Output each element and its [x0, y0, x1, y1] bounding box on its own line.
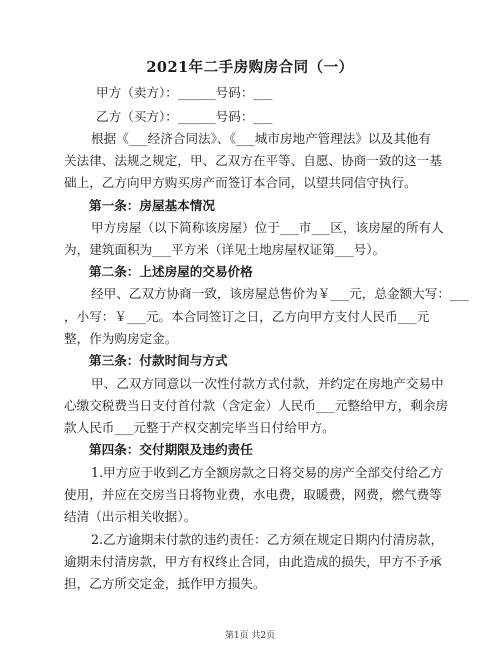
article-1-line-2: 为，建筑面积为___平方米（详见土地房屋权证第___号）。: [64, 242, 386, 257]
document-title: 2021年二手房购房合同（一）: [146, 59, 354, 76]
page-footer: 第1页 共2页: [224, 631, 276, 641]
article-2-line-1: 经甲、乙双方协商一致，该房屋总售价为￥___元，总金额大写：___: [91, 286, 469, 301]
article-1-heading: 第一条：房屋基本情况: [89, 198, 215, 213]
article-4-line-4: 2.乙方逾期未付款的违约责任：乙方须在规定日期内付清房款，: [91, 532, 444, 547]
article-4-line-3: 结清（出示相关收据）。: [64, 509, 197, 524]
article-3-line-3: 款人民币___元整于产权交割完毕当日付给甲方。: [64, 420, 335, 435]
party-a-line: 甲方（卖方）：______号码：___: [96, 85, 273, 100]
preamble-line-2: 关法律、法规之规定，甲、乙双方在平等、自愿、协商一致的这一基: [64, 153, 442, 168]
article-1-line-1: 甲方房屋（以下简称该房屋）位于___市___区，该房屋的所有人: [91, 220, 444, 235]
article-4-heading: 第四条：交付期限及违约责任: [89, 442, 253, 457]
party-b-line: 乙方（买方）：______号码：___: [96, 109, 273, 124]
article-2-line-2: ，小写：￥___元。本合同签订之日，乙方向甲方支付人民币___元: [64, 309, 430, 324]
article-4-line-6: 担，乙方所交定金，抵作甲方损失。: [64, 576, 266, 591]
article-4-line-5: 逾期未付清房款，甲方有权终止合同，由此造成的损失，甲方不予承: [64, 554, 442, 569]
article-3-heading: 第三条：付款时间与方式: [89, 353, 228, 368]
article-3-line-2: 心缴交税费当日支付首付款（含定金）人民币___元整给甲方，剩余房: [64, 398, 449, 413]
preamble-line-1: 根据《___经济合同法》、《___城市房地产管理法》以及其他有: [91, 131, 432, 146]
preamble-line-3: 础上，乙方向甲方购买房产而签订本合同，以望共同信守执行。: [64, 175, 417, 190]
article-2-heading: 第二条：上述房屋的交易价格: [89, 264, 253, 279]
article-2-line-3: 整，作为购房定金。: [64, 331, 178, 346]
article-3-line-1: 甲、乙双方同意以一次性付款方式付款，并约定在房地产交易中: [91, 376, 444, 391]
article-4-line-2: 使用，并应在交房当日将物业费，水电费，取暖费，网费，燃气费等: [64, 487, 442, 502]
article-4-line-1: 1.甲方应于收到乙方全额房款之日将交易的房产全部交付给乙方: [91, 465, 444, 480]
